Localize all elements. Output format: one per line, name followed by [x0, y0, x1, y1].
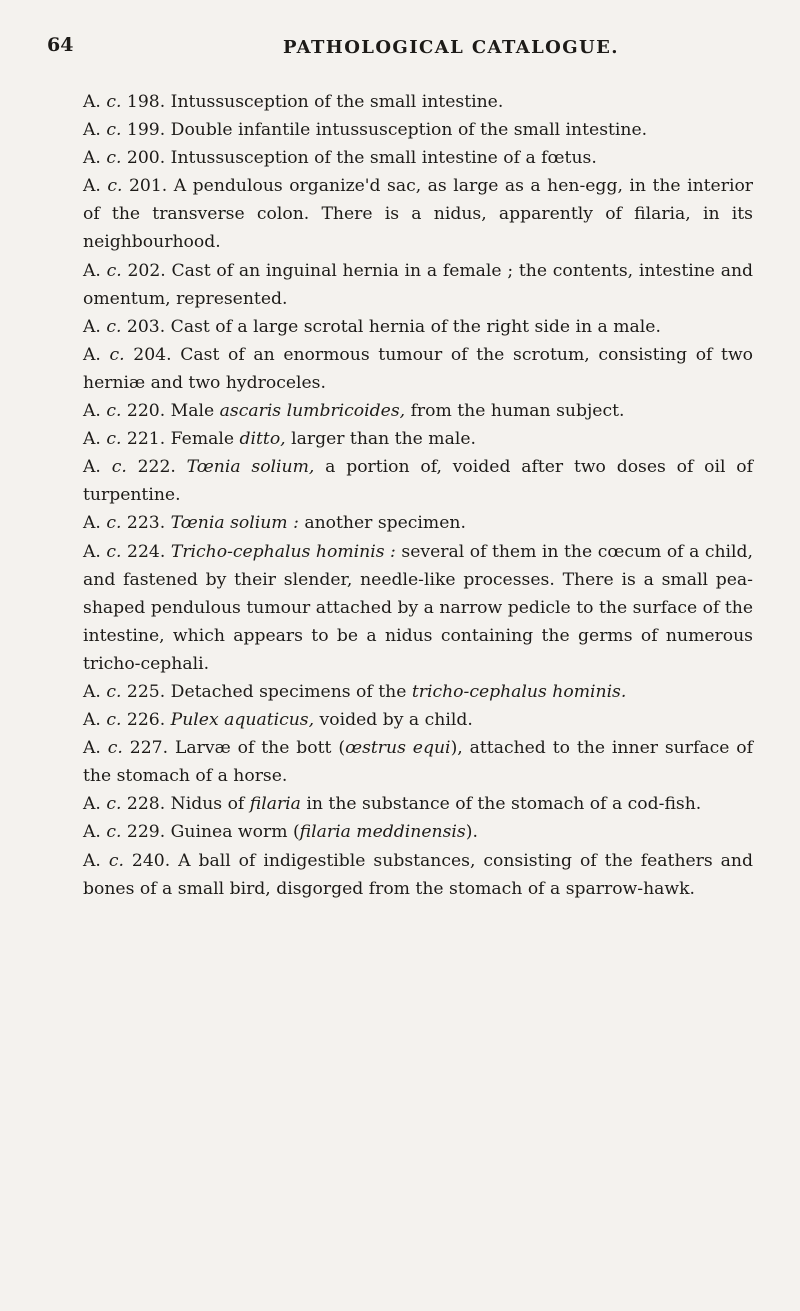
entry-id-c: c.: [106, 401, 122, 422]
entry-id-number: 223.: [126, 513, 166, 534]
entry-species-name: Tricho-cephalus hominis :: [170, 541, 396, 562]
catalogue-entry: [83, 88, 753, 116]
entry-id-number: 200.: [126, 148, 166, 169]
entry-id-number: 201.: [128, 176, 168, 197]
entry-id-c: c.: [106, 794, 122, 815]
catalogue-entry: [83, 172, 753, 256]
entry-description-post: larger than the male.: [285, 429, 476, 450]
entry-id-prefix: A.: [83, 513, 101, 534]
entry-id: [83, 176, 167, 196]
entry-id: [83, 120, 165, 140]
entry-description: Cast of a large scrotal hernia of the right side in a male.: [170, 316, 661, 337]
entry-species-name: Pulex aquaticus,: [170, 710, 315, 731]
entry-id-prefix: A.: [83, 850, 101, 871]
page-number: 64: [47, 34, 74, 56]
entry-description-post: several of them in the cœcum of a child, and fastened by their slender, needle-like processes. There is a small pea-shaped pendulous tumour attached by a narrow pedicle to the surface of the intestine, which appears to be a nidus containing the germs of numerous tricho-cephali.: [83, 541, 753, 674]
entry-id-c: c.: [109, 344, 125, 365]
catalogue-entry: [83, 453, 753, 509]
entry-id-number: 224.: [127, 541, 166, 562]
entry-id-c: c.: [106, 822, 122, 843]
entry-description-post: voided by a child.: [314, 710, 473, 731]
entry-species-name: ditto,: [239, 429, 286, 450]
catalogue-entry: [83, 144, 753, 172]
entry-species-name: œstrus equi: [345, 738, 451, 759]
entry-description: Intussusception of the small intestine.: [170, 92, 504, 112]
entry-id-c: c.: [106, 513, 122, 534]
catalogue-entry: [83, 706, 753, 734]
entry-id-prefix: A.: [83, 344, 101, 365]
entry-id-number: 203.: [126, 316, 166, 337]
entry-id-c: c.: [107, 738, 123, 759]
entry-id-number: 225.: [126, 681, 166, 702]
catalogue-entry: [83, 425, 753, 453]
entry-id-c: c.: [106, 681, 122, 702]
entry-id-prefix: A.: [83, 176, 101, 197]
entry-id-prefix: A.: [83, 541, 101, 562]
catalogue-entry: [83, 734, 753, 790]
entry-species-name: ascaris lumbricoides,: [219, 401, 406, 422]
entry-id-number: 204.: [133, 344, 172, 365]
catalogue-entry: [83, 116, 753, 144]
entry-id: [83, 513, 165, 533]
entry-species-name: tricho-cephalus hominis.: [411, 681, 627, 702]
entry-id-c: c.: [106, 148, 122, 169]
catalogue-entry: [83, 790, 753, 818]
entry-id-prefix: A.: [83, 681, 101, 702]
entry-id-number: 226.: [126, 710, 166, 731]
entry-id-number: 199.: [126, 120, 166, 141]
entry-description-pre: Male: [170, 401, 220, 422]
catalogue-entry: [83, 313, 753, 341]
entry-id-c: c.: [106, 92, 122, 112]
entry-id-number: 198.: [126, 92, 166, 112]
entry-id-number: 227.: [129, 738, 169, 759]
entry-description: Double infantile intussusception of the small intestine.: [170, 120, 648, 141]
entry-id: [83, 851, 170, 871]
entry-id: [83, 261, 166, 281]
entry-id-prefix: A.: [83, 401, 101, 422]
entry-species-name: filaria: [249, 794, 301, 815]
entry-species-name: Tœnia solium,: [186, 457, 315, 478]
entry-description-pre: Nidus of: [170, 794, 250, 815]
catalogue-entry: [83, 538, 753, 678]
entry-description: A pendulous organize'd sac, as large as a hen-egg, in the interior of the transverse colon. There is a nidus, apparently of filaria, in its neighbourhood.: [83, 176, 754, 253]
entry-id-c: c.: [111, 457, 127, 478]
entry-description: Cast of an enormous tumour of the scrotum, consisting of two herniæ and two hydroceles.: [83, 344, 754, 393]
entry-id-c: c.: [108, 850, 124, 871]
entry-id-number: 202.: [127, 260, 166, 281]
entry-id-number: 229.: [126, 822, 166, 843]
entry-description: Cast of an inguinal hernia in a female ; the contents, intestine and omentum, represented.: [83, 260, 754, 309]
entry-id: [83, 738, 168, 758]
entry-id-number: 240.: [131, 850, 171, 871]
entry-description-post: another specimen.: [298, 513, 466, 534]
catalogue-entry: [83, 818, 753, 846]
entry-id: [83, 822, 165, 842]
entry-id-prefix: A.: [83, 120, 101, 141]
entry-id-prefix: A.: [83, 429, 101, 450]
entry-id-c: c.: [106, 120, 122, 141]
entry-id: [83, 401, 165, 421]
entry-description-pre: Female: [170, 429, 240, 450]
entry-id-c: c.: [106, 710, 122, 731]
catalogue-entry: [83, 341, 753, 397]
entry-id-prefix: A.: [83, 710, 101, 731]
entry-id: [83, 794, 165, 814]
catalogue-entry: [83, 257, 753, 313]
entry-description-pre: Detached specimens of the: [170, 681, 412, 702]
entry-id-prefix: A.: [83, 148, 101, 169]
entry-species-name: filaria meddinensis: [299, 822, 466, 843]
entry-id-prefix: A.: [83, 457, 101, 478]
entry-id: [83, 429, 165, 449]
entry-id-prefix: A.: [83, 822, 101, 843]
entry-description-post: ), attached to the inner surface of the stomach of a horse.: [83, 738, 753, 787]
running-title: PATHOLOGICAL CATALOGUE.: [283, 37, 619, 58]
entry-id-c: c.: [107, 176, 123, 197]
entry-description-pre: Guinea worm (: [170, 822, 300, 843]
entry-id-number: 221.: [126, 429, 166, 450]
catalogue-entry: [83, 847, 753, 903]
catalogue-entry: [83, 509, 753, 537]
entry-species-name: Tœnia solium :: [170, 513, 299, 534]
entry-description-post: in the substance of the stomach of a cod-fish.: [300, 794, 702, 815]
entry-id-prefix: A.: [83, 794, 101, 815]
entry-id: [83, 710, 165, 730]
entry-id-number: 220.: [126, 401, 166, 422]
entry-id-number: 228.: [126, 794, 166, 815]
entry-description: A ball of indigestible substances, consisting of the feathers and bones of a small bird, disgorged from the stomach of a sparrow-hawk.: [83, 850, 753, 899]
entry-id: [83, 542, 165, 562]
entry-id-c: c.: [106, 260, 122, 281]
entry-id-prefix: A.: [83, 316, 101, 337]
entry-id: [83, 457, 176, 477]
entry-id-c: c.: [106, 541, 122, 562]
entry-description: Intussusception of the small intestine of a fœtus.: [170, 148, 597, 169]
entry-id-prefix: A.: [83, 260, 101, 281]
entry-id: [83, 345, 172, 365]
entry-description-post: ).: [465, 822, 478, 843]
entry-id: [83, 148, 165, 168]
entry-description-pre: Larvæ of the bott (: [174, 738, 346, 759]
catalogue-entry: [83, 397, 753, 425]
entry-id: [83, 92, 165, 112]
entry-description-post: a portion of, voided after two doses of oil of turpentine.: [83, 457, 753, 506]
entry-list: [83, 88, 753, 903]
entry-id-number: 222.: [137, 457, 176, 478]
entry-description-post: from the human subject.: [405, 401, 625, 422]
entry-id-prefix: A.: [83, 92, 101, 112]
catalogue-entry: [83, 678, 753, 706]
entry-id: [83, 682, 165, 702]
entry-id-c: c.: [106, 429, 122, 450]
entry-id-c: c.: [106, 316, 122, 337]
entry-id-prefix: A.: [83, 738, 101, 759]
entry-id: [83, 317, 165, 337]
